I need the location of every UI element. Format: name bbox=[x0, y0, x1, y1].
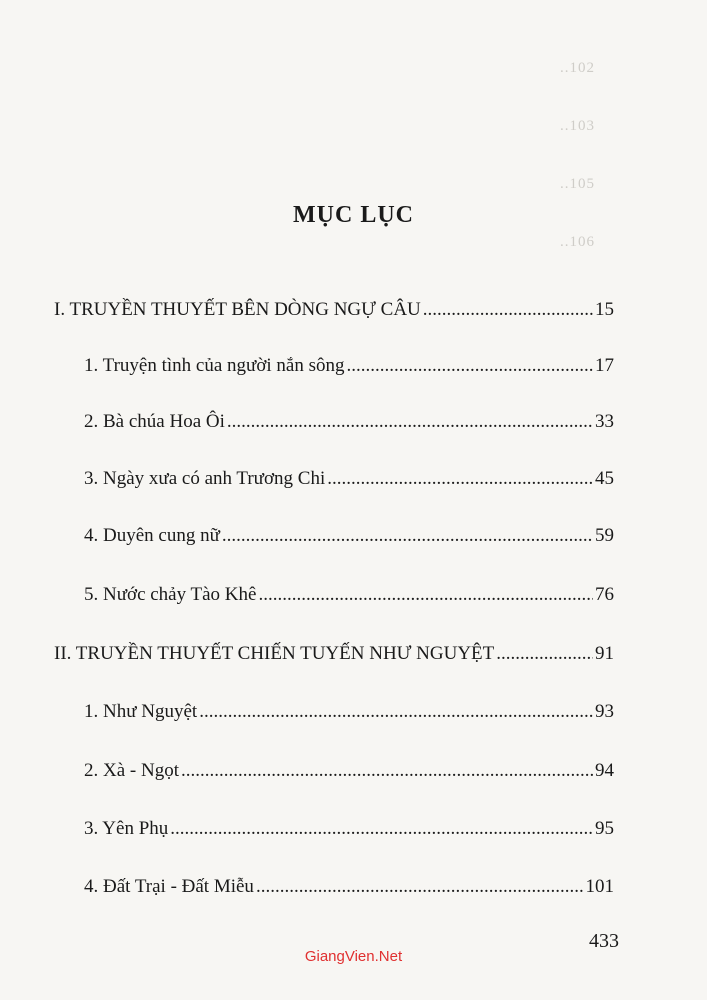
toc-label: 4. Đất Trại - Đất Miễu bbox=[84, 876, 254, 897]
toc-item bbox=[84, 410, 614, 434]
toc-item bbox=[84, 467, 614, 491]
toc-item bbox=[84, 759, 614, 783]
toc-item bbox=[84, 524, 614, 548]
toc-leader-dots bbox=[222, 524, 593, 548]
toc-leader-dots bbox=[327, 467, 593, 491]
toc-leader-dots bbox=[346, 354, 593, 378]
toc-part-2 bbox=[54, 642, 614, 666]
toc-part-1 bbox=[54, 298, 614, 322]
toc-leader-dots bbox=[423, 298, 593, 322]
toc-label: 4. Duyên cung nữ bbox=[84, 525, 220, 546]
watermark: GiangVien.Net bbox=[304, 948, 403, 965]
bleed-through-text: ..102 bbox=[560, 60, 595, 76]
toc-page-number: 33 bbox=[595, 411, 614, 432]
toc-label: 3. Ngày xưa có anh Trương Chi bbox=[84, 468, 326, 489]
bleed-through-text: ..105 bbox=[560, 176, 595, 192]
toc-label: 1. Truyện tình của người nắn sông bbox=[84, 355, 345, 376]
toc-page-number: 91 bbox=[595, 643, 614, 664]
toc-leader-dots bbox=[170, 817, 593, 841]
toc-label: 5. Nước chảy Tào Khê bbox=[84, 584, 257, 605]
toc-item bbox=[84, 354, 614, 378]
toc-item bbox=[84, 817, 614, 841]
toc-item bbox=[84, 583, 614, 607]
toc-label: 2. Xà - Ngọt bbox=[84, 760, 179, 781]
toc-page-number: 93 bbox=[595, 701, 614, 722]
bleed-through-text: ..103 bbox=[560, 118, 595, 134]
toc-leader-dots bbox=[227, 410, 593, 434]
toc-label: I. TRUYỀN THUYẾT BÊN DÒNG NGỰ CÂU bbox=[54, 299, 421, 320]
toc-leader-dots bbox=[181, 759, 593, 783]
toc-page-number: 101 bbox=[585, 876, 614, 897]
toc-page-number: 95 bbox=[595, 818, 614, 839]
page-number: 433 bbox=[589, 930, 619, 952]
toc-item bbox=[84, 875, 614, 899]
toc-leader-dots bbox=[258, 583, 593, 607]
toc-page-number: 17 bbox=[595, 355, 614, 376]
toc-leader-dots bbox=[256, 875, 584, 899]
toc-label: 3. Yên Phụ bbox=[84, 818, 169, 839]
toc-page-number: 94 bbox=[595, 760, 614, 781]
bleed-through-text: ..106 bbox=[560, 234, 595, 250]
page-title: MỤC LỤC bbox=[293, 202, 414, 228]
toc-page-number: 76 bbox=[595, 584, 614, 605]
toc-item bbox=[84, 700, 614, 724]
toc-page-number: 45 bbox=[595, 468, 614, 489]
toc-page-number: 15 bbox=[595, 299, 614, 320]
toc-leader-dots bbox=[496, 642, 593, 666]
toc-label: II. TRUYỀN THUYẾT CHIẾN TUYẾN NHƯ NGUYỆT bbox=[54, 643, 495, 664]
toc-label: 1. Như Nguyệt bbox=[84, 701, 198, 722]
toc-leader-dots bbox=[199, 700, 593, 724]
toc-label: 2. Bà chúa Hoa Ôi bbox=[84, 411, 225, 432]
toc-page-number: 59 bbox=[595, 525, 614, 546]
